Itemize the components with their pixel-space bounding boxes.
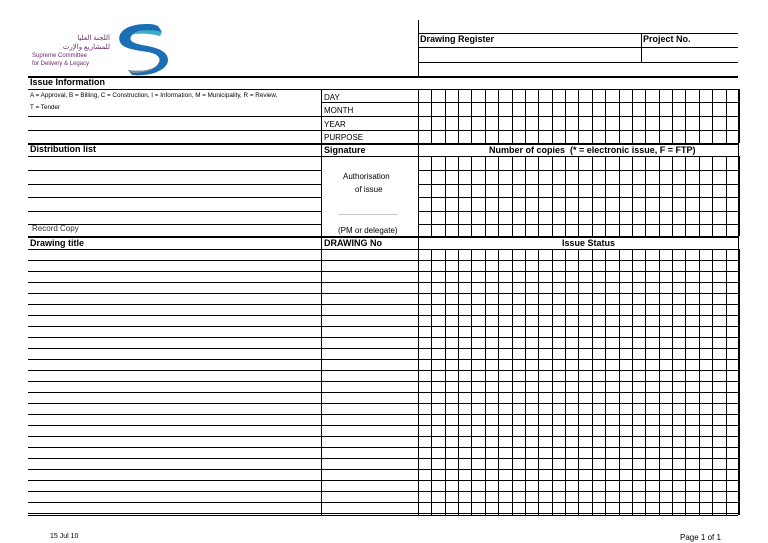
issue-row-line [321, 116, 738, 117]
issue-info-top-rule [28, 76, 738, 78]
status-grid-column [619, 249, 620, 515]
status-grid-column [431, 249, 432, 515]
issue-grid-column [445, 89, 446, 143]
status-grid-column [712, 249, 713, 515]
header-divider-project [641, 33, 642, 62]
issue-grid-column [605, 89, 606, 143]
drawing-title-label: Drawing title [30, 238, 85, 248]
copies-grid-column [739, 156, 740, 236]
status-grid-column [552, 249, 553, 515]
issue-grid-column [699, 89, 700, 143]
issue-left-line [28, 116, 321, 117]
issue-left-line [28, 130, 321, 131]
column-divider-status [418, 89, 419, 515]
logo-arabic-2: للمشاريع والإرث [62, 44, 110, 51]
status-grid-column [632, 249, 633, 515]
issue-grid-column [592, 89, 593, 143]
record-copy-label: Record Copy [32, 224, 79, 233]
copies-grid-column [712, 156, 713, 236]
issue-grid-column [471, 89, 472, 143]
issue-grid-column [552, 89, 553, 143]
logo [30, 22, 180, 77]
issue-grid-column [739, 89, 740, 143]
status-grid-column [485, 249, 486, 515]
copies-grid-column [659, 156, 660, 236]
logo-english-1: Supreme Committee [32, 53, 88, 59]
footer-page-number: Page 1 of 1 [680, 533, 721, 542]
status-grid-column [605, 249, 606, 515]
copies-note: (* = electronic issue, F = FTP) [570, 145, 696, 155]
copies-grid-column [632, 156, 633, 236]
logo-emblem-icon [106, 22, 176, 77]
number-of-copies-label: Number of copies [489, 145, 566, 155]
issue-grid-column [431, 89, 432, 143]
status-grid-column [672, 249, 673, 515]
issue-grid-column [632, 89, 633, 143]
distribution-row-line [28, 197, 321, 198]
header-line-low [418, 62, 738, 63]
copies-grid-column [498, 156, 499, 236]
distribution-row-line [28, 224, 321, 225]
issue-grid-column [726, 89, 727, 143]
copies-grid-column [552, 156, 553, 236]
status-grid-column [726, 249, 727, 515]
issue-grid-column [525, 89, 526, 143]
logo-english-2: for Delivery & Legacy [32, 61, 90, 67]
issue-grid-column [578, 89, 579, 143]
distribution-list-title: Distribution list [30, 144, 96, 154]
copies-grid-column [431, 156, 432, 236]
issue-grid-column [565, 89, 566, 143]
status-grid-column [578, 249, 579, 515]
issue-grid-column [685, 89, 686, 143]
copies-grid-column [485, 156, 486, 236]
copies-grid-column [471, 156, 472, 236]
copies-grid-column [685, 156, 686, 236]
footer-date: 15 Jul 10 [50, 533, 79, 540]
right-border [738, 89, 739, 515]
issue-legend-line1: A = Approval, B = Billing, C = Construction, I = Information, M = Municipality, R = Review, [30, 92, 278, 99]
drawing-no-label: DRAWING No [324, 238, 382, 248]
distribution-bottom-line [28, 236, 738, 238]
status-grid-column [699, 249, 700, 515]
drawing-bottom-line [28, 515, 738, 516]
status-grid-column [685, 249, 686, 515]
status-grid-column [565, 249, 566, 515]
issue-status-label: Issue Status [562, 238, 616, 248]
authorisation-line1: Authorisation [343, 172, 390, 181]
project-no-label: Project No. [643, 34, 691, 44]
drawing-register-label: Drawing Register [420, 34, 495, 44]
issue-grid-column [538, 89, 539, 143]
status-grid-column [458, 249, 459, 515]
issue-row-line [321, 102, 738, 103]
header-line-mid [418, 47, 738, 48]
copies-grid-column [699, 156, 700, 236]
row-label-purpose: PURPOSE [324, 133, 364, 142]
distribution-row-line [28, 170, 321, 171]
status-grid-column [445, 249, 446, 515]
header-divider-left [418, 20, 419, 76]
authorisation-dots: ………………………… [338, 211, 398, 217]
issue-legend-line2: T = Tender [30, 104, 61, 111]
copies-grid-column [458, 156, 459, 236]
status-grid-column [645, 249, 646, 515]
status-grid-column [739, 249, 740, 515]
logo-text [30, 34, 110, 68]
copies-grid-column [645, 156, 646, 236]
issue-grid-column [712, 89, 713, 143]
copies-grid-column [538, 156, 539, 236]
row-label-day: DAY [324, 93, 340, 102]
issue-grid-column [659, 89, 660, 143]
copies-grid-column [512, 156, 513, 236]
copies-grid-column [525, 156, 526, 236]
authorisation-line2: of issue [355, 185, 383, 194]
copies-grid-column [726, 156, 727, 236]
issue-grid-column [672, 89, 673, 143]
status-grid-column [498, 249, 499, 515]
issue-grid-column [485, 89, 486, 143]
status-grid-column [592, 249, 593, 515]
copies-grid-column [578, 156, 579, 236]
pm-delegate-label: (PM or delegate) [338, 226, 398, 235]
status-grid-column [538, 249, 539, 515]
issue-grid-column [619, 89, 620, 143]
row-label-month: MONTH [324, 106, 354, 115]
copies-grid-column [605, 156, 606, 236]
status-grid-column [659, 249, 660, 515]
issue-row-line [321, 130, 738, 131]
issue-grid-column [458, 89, 459, 143]
issue-bottom-line [28, 143, 738, 145]
issue-grid-column [645, 89, 646, 143]
distribution-row-line [28, 211, 321, 212]
copies-grid-column [445, 156, 446, 236]
distribution-row-line [28, 184, 321, 185]
status-grid-column [512, 249, 513, 515]
copies-grid-column [672, 156, 673, 236]
logo-arabic-1: اللجنة العليا [77, 35, 110, 42]
column-divider-drawing-no [321, 89, 322, 515]
status-grid-column [471, 249, 472, 515]
issue-info-title: Issue Information [30, 77, 106, 87]
row-label-year: YEAR [324, 120, 346, 129]
copies-grid-column [565, 156, 566, 236]
copies-grid-column [619, 156, 620, 236]
issue-grid-column [512, 89, 513, 143]
copies-grid-column [592, 156, 593, 236]
status-grid-column [525, 249, 526, 515]
signature-label: Signature [324, 145, 366, 155]
issue-grid-column [498, 89, 499, 143]
